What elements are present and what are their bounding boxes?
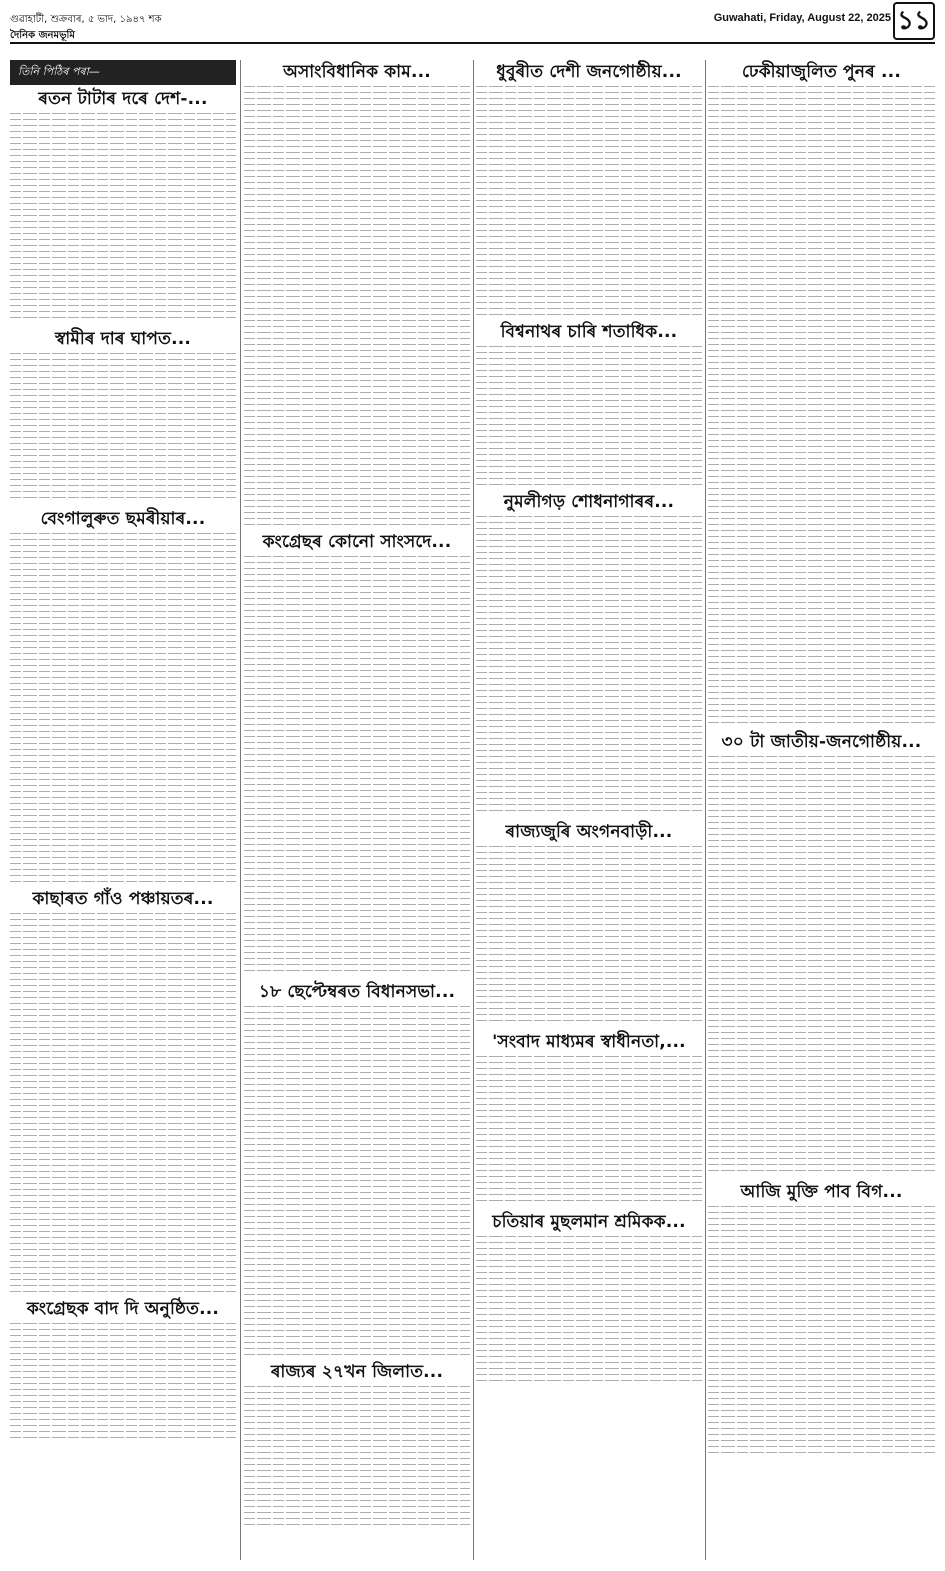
masthead: [10, 0, 935, 58]
article-headline: কংগ্ৰেছৰ কোনো সাংসদে...: [262, 532, 452, 552]
article-body: [244, 1386, 470, 1526]
article-headline: ঢেকীয়াজুলিত পুনৰ ...: [742, 62, 901, 82]
article-headline: বেংগালুৰুত ছমৰীয়াৰ...: [40, 509, 206, 529]
article-headline: ৰাজ্যজুৰি অংগনবাড়ী...: [505, 822, 673, 842]
article-headline: নুমলীগড় শোধনাগাৰৰ...: [503, 492, 675, 512]
column-4: [708, 60, 935, 1560]
article-body: [476, 1236, 702, 1386]
column-1: [10, 60, 236, 1560]
article-body: [244, 556, 470, 976]
article-body: [10, 913, 236, 1293]
column-divider: [240, 60, 241, 1560]
article-body: [476, 516, 702, 816]
article-headline: স্বামীৰ দাৰ ঘাপত...: [54, 329, 192, 349]
article-body: [476, 86, 702, 316]
article-body: [476, 846, 702, 1026]
article-body: [10, 353, 236, 503]
article-headline: অসাংবিধানিক কাম...: [283, 62, 431, 82]
article-body: [476, 346, 702, 486]
article-body: [10, 113, 236, 323]
article-body: [244, 86, 470, 526]
article-body: [708, 86, 935, 726]
article-body: [476, 1056, 702, 1206]
article-headline: ৰাজ্যৰ ২৭খন জিলাত...: [270, 1362, 444, 1382]
column-divider: [473, 60, 474, 1560]
newspaper-title: দৈনিক জনমভূমি: [10, 30, 75, 41]
article-body: [708, 756, 935, 1176]
page-number: ১১: [893, 2, 935, 40]
date-assamese: গুৱাহাটী, শুক্ৰবাৰ, ৫ ভাদ, ১৯৪৭ শক: [10, 14, 162, 25]
article-headline: আজি মুক্তি পাব বিগ...: [740, 1182, 903, 1202]
article-body: [708, 1206, 935, 1456]
article-headline: কংগ্ৰেছক বাদ দি অনুষ্ঠিত...: [26, 1299, 220, 1319]
article-headline: ধুবুৰীত দেশী জনগোষ্ঠীয়...: [496, 62, 682, 82]
article-headline: 'সংবাদ মাধ্যমৰ স্বাধীনতা,...: [492, 1032, 686, 1052]
article-headline: কাছাৰত গাঁও পঞ্চায়তৰ...: [32, 889, 214, 909]
masthead-rule: [10, 42, 935, 44]
column-3: [476, 60, 702, 1560]
column-divider: [705, 60, 706, 1560]
article-headline: ৩০ টা জাতীয়-জনগোষ্ঠীয়...: [721, 732, 922, 752]
column-2: [244, 60, 470, 1560]
article-headline: চতিয়াৰ মুছলমান শ্ৰমিকক...: [492, 1212, 686, 1232]
article-body: [244, 1006, 470, 1356]
article-body: [10, 1323, 236, 1443]
page-columns: [10, 60, 935, 1560]
article-body: [10, 533, 236, 883]
section-label: তিনি পিঠিৰ পৰা—: [10, 60, 236, 85]
article-headline: ৰতন টাটাৰ দৰে দেশ-...: [38, 89, 208, 109]
article-headline: ১৮ ছেপ্টেম্বৰত বিধানসভা...: [258, 982, 456, 1002]
article-headline: বিশ্বনাথৰ চাৰি শতাধিক...: [500, 322, 678, 342]
date-english: Guwahati, Friday, August 22, 2025: [713, 12, 891, 24]
